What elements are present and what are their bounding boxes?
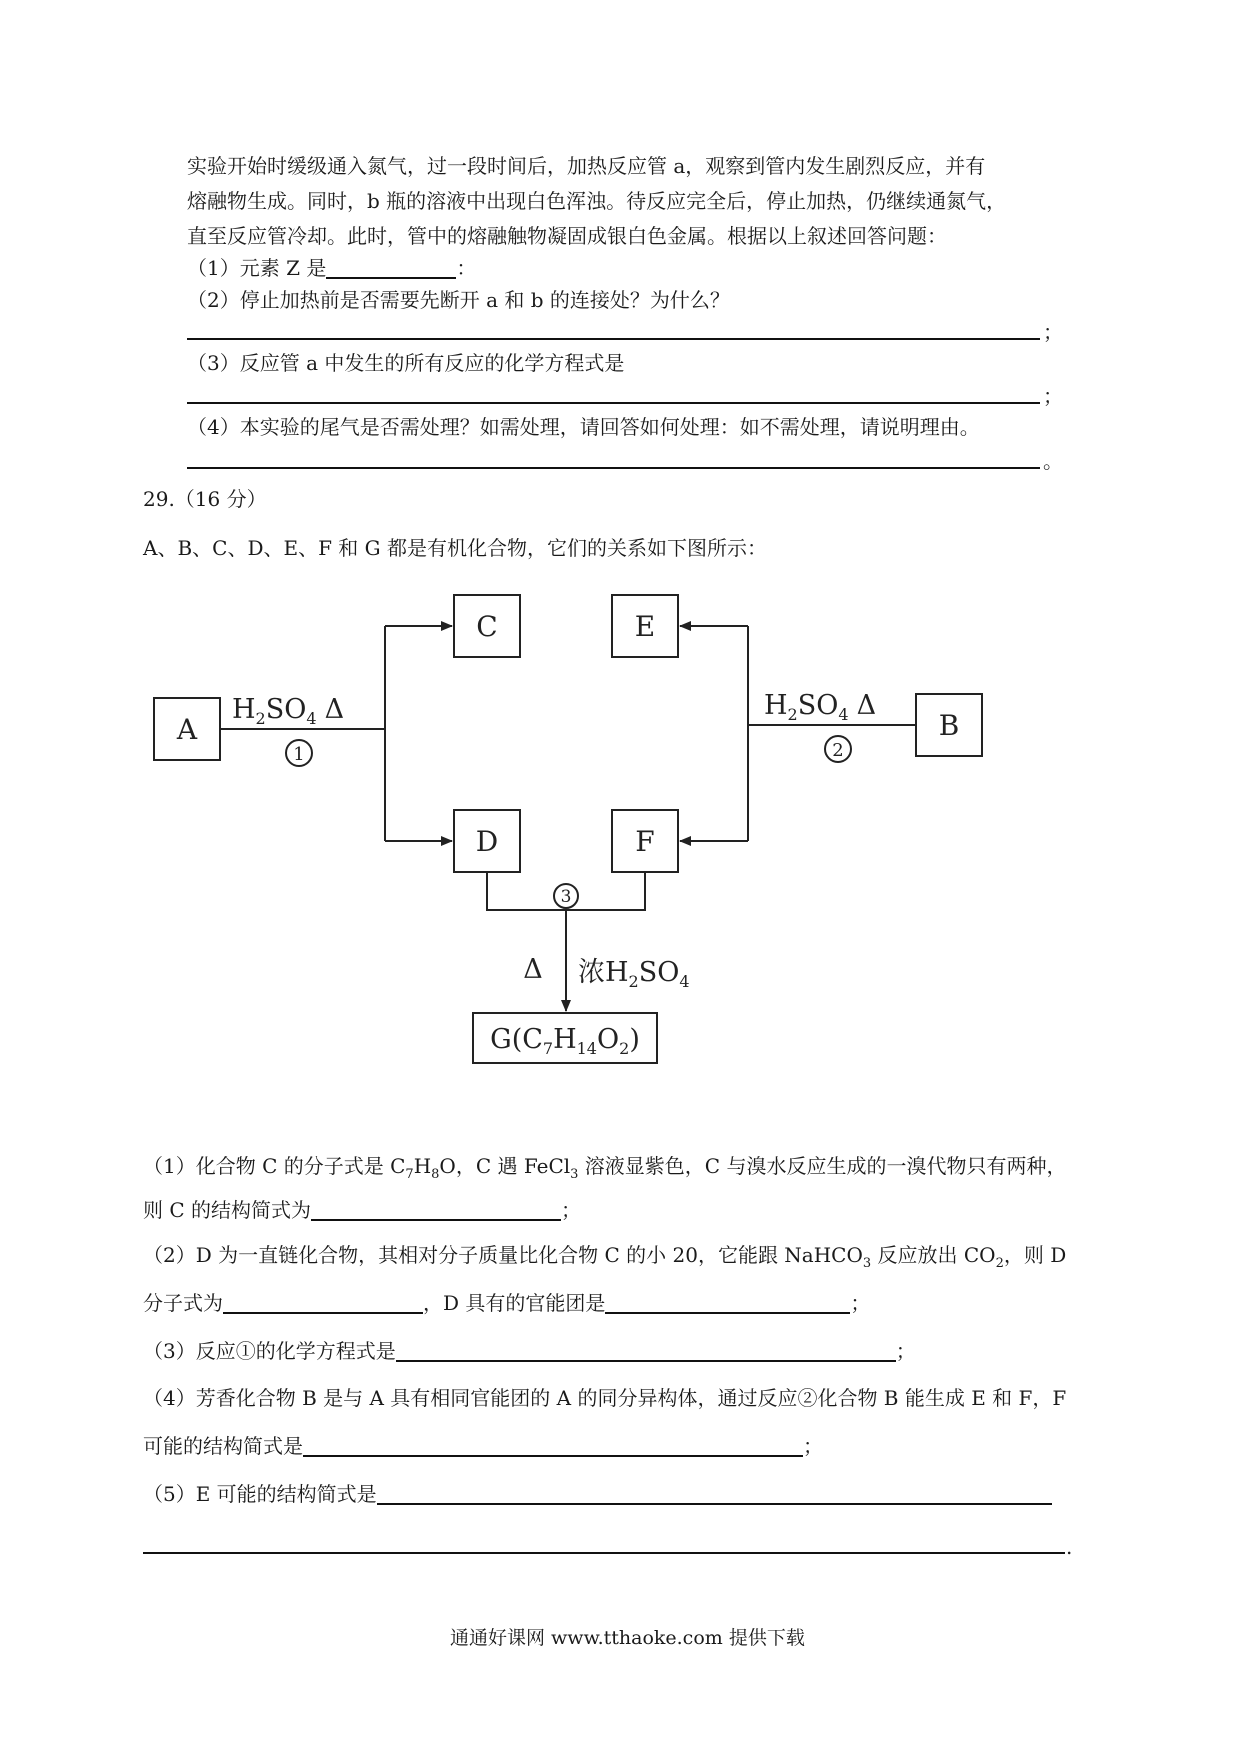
answer-line-28-4[interactable] xyxy=(187,467,1040,469)
question-4-line-b: 可能的结构简式是 ； xyxy=(143,1434,823,1458)
page-footer: 通通好课网 www.tthaoke.com 提供下载 xyxy=(450,1627,805,1649)
answer-blank-d-formula[interactable] xyxy=(223,1292,423,1314)
question-2-line-a: （2）D 为一直链化合物，其相对分子质量比化合物 C 的小 20，它能跟 NaHCO$_3$ 反应放出 $CO_2$，则 D xyxy=(143,1243,1067,1271)
answer-line-28-3[interactable] xyxy=(187,402,1040,404)
circle-1-label: 1 xyxy=(293,744,305,765)
delta-3: Δ xyxy=(523,954,543,985)
label-g: $G(C_7H_{14}O_2)$ xyxy=(490,1024,640,1058)
label-b: B xyxy=(938,709,960,742)
paragraph-line-1: 实验开始时缓级通入氮气，过一段时间后，加热反应管 a，观察到管内发生剧烈反应，并有 xyxy=(187,154,986,178)
question-28-1 xyxy=(187,256,476,280)
reagent-3: 浓$H_2SO_4$ xyxy=(578,957,690,991)
question-4-line-a: （4）芳香化合物 B 是与 A 具有相同官能团的 A 的同分异构体，通过反应②化合物 B 能生成 E 和 F，F xyxy=(143,1386,1067,1410)
label-c: C xyxy=(476,610,498,643)
question-2-line-b: 分子式为 ，D 具有的官能团是 ； xyxy=(143,1291,871,1315)
question-1-line-a: （1）化合物 C 的分子式是 $C_7H_8O$，C 遇 FeCl$_3$ 溶液显紫色，C 与溴水反应生成的一溴代物只有两种， xyxy=(143,1154,1067,1182)
reaction-diagram xyxy=(150,585,1000,1085)
answer-blank-f-structure[interactable] xyxy=(303,1435,803,1457)
paragraph-line-3: 直至反应管冷却。此时，管中的熔融触物凝固成银白色金属。根据以上叙述回答问题： xyxy=(187,224,947,248)
line-end-28-4: 。 xyxy=(1043,449,1063,473)
line-end-28-2: ； xyxy=(1043,320,1063,344)
answer-blank-c-structure[interactable] xyxy=(311,1199,561,1221)
answer-blank-reaction-1[interactable] xyxy=(396,1340,896,1362)
question-29-heading: 29.（16 分） xyxy=(143,487,267,511)
question-29-intro: A、B、C、D、E、F 和 G 都是有机化合物，它们的关系如下图所示： xyxy=(143,536,768,560)
question-28-2: （2）停止加热前是否需要先断开 a 和 b 的连接处？为什么？ xyxy=(187,288,730,312)
question-28-3: （3）反应管 a 中发生的所有反应的化学方程式是 xyxy=(187,351,625,375)
label-f: F xyxy=(635,825,655,858)
answer-blank-d-group[interactable] xyxy=(605,1292,850,1314)
line-end-28-3: ； xyxy=(1043,384,1063,408)
question-5: （5）E 可能的结构简式是 xyxy=(143,1482,1052,1506)
question-1-line-b: 则 C 的结构简式为 ； xyxy=(143,1198,582,1222)
answer-line-28-2[interactable] xyxy=(187,338,1040,340)
answer-blank-e-structure[interactable] xyxy=(377,1483,1052,1505)
answer-line-e-structure-2[interactable] xyxy=(143,1552,1065,1554)
reagent-2: $H_2SO_4$ Δ xyxy=(764,690,877,724)
line-end-q5: . xyxy=(1066,1535,1073,1559)
question-end: ： xyxy=(456,256,477,280)
label-e: E xyxy=(634,610,656,643)
circle-3-label: 3 xyxy=(560,887,572,907)
label-a: A xyxy=(176,713,198,746)
circle-2-label: 2 xyxy=(832,740,844,761)
question-28-4: （4）本实验的尾气是否需处理？如需处理，请回答如何处理：如不需处理，请说明理由。 xyxy=(187,415,980,439)
reagent-1: $H_2SO_4$ Δ xyxy=(232,694,345,728)
answer-blank[interactable] xyxy=(326,257,456,279)
label-d: D xyxy=(475,825,499,858)
paragraph-line-2: 熔融物生成。同时，b 瓶的溶液中出现白色浑浊。待反应完全后，停止加热，仍继续通氮气， xyxy=(187,189,1007,213)
question-text: （1）元素 Z 是 xyxy=(187,256,327,280)
question-3: （3）反应①的化学方程式是 ； xyxy=(143,1339,916,1363)
